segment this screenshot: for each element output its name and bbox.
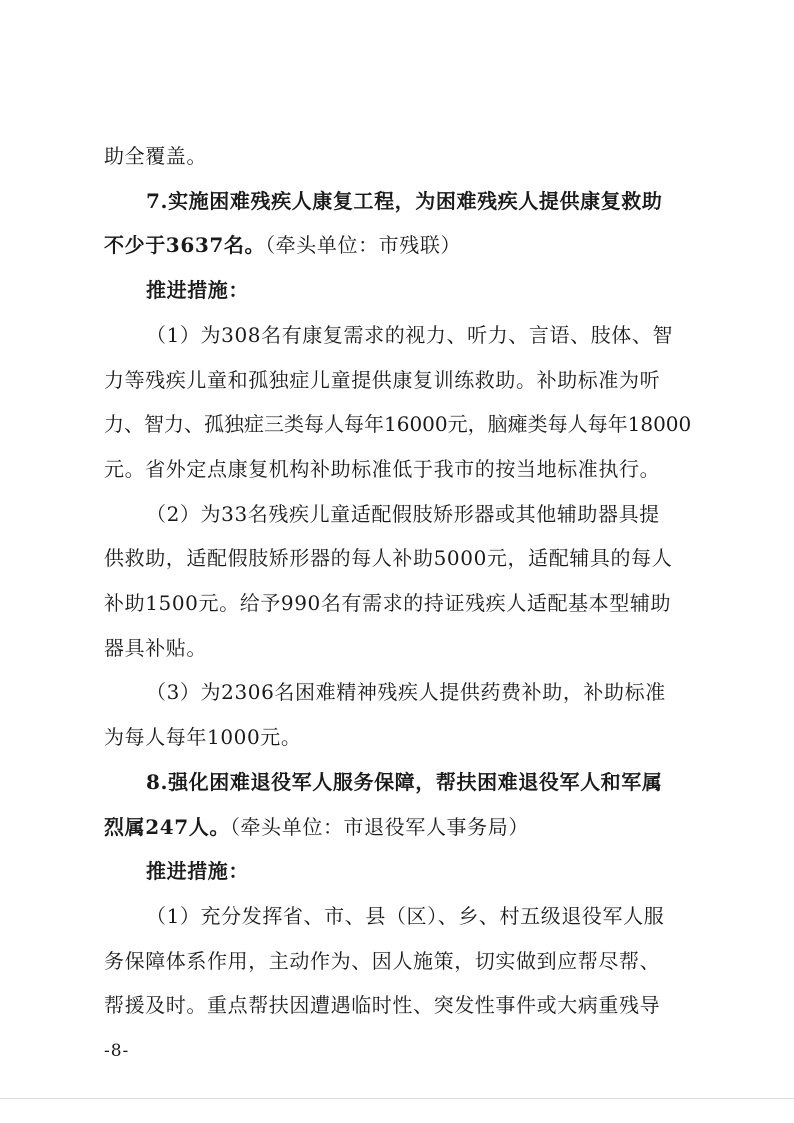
paragraph-line: （3）为2306名困难精神残疾人提供药费补助，补助标准 [146,680,666,704]
measures-heading: 推进措施： [146,278,249,302]
section-heading-7-target: 不少于3637名。 [104,233,266,257]
page-number: -8- [104,1041,130,1061]
paragraph-line: （2）为33名残疾儿童适配假肢矫形器或其他辅助器具提 [146,502,660,526]
bottom-divider [0,1098,794,1099]
paragraph-line: 器具补贴。 [104,636,207,660]
section-heading-8-continued [104,813,694,841]
lead-unit-note: （牵头单位：市退役军人事务局） [229,815,529,839]
paragraph-line: 补助1500元。给予990名有需求的持证残疾人适配基本型辅助 [104,591,672,615]
paragraph-line: 供救助，适配假肢矫形器的每人补助5000元，适配辅具的每人 [104,546,673,570]
paragraph-line: 为每人每年1000元。 [104,725,302,749]
lead-unit-note: （牵头单位：市残联） [265,233,462,257]
paragraph-line: 帮援及时。重点帮扶因遭遇临时性、突发性事件或大病重残导 [104,993,661,1017]
paragraph-line: （1）充分发挥省、市、县（区）、乡、村五级退役军人服 [146,904,665,928]
section-heading-7: 7.实施困难残疾人康复工程，为困难残疾人提供康复救助 [146,189,663,213]
paragraph-line: 力、智力、孤独症三类每人每年16000元，脑瘫类每人每年18000 [104,412,692,436]
section-heading-8: 8.强化困难退役军人服务保障，帮扶困难退役军人和军属 [146,770,663,794]
paragraph-line: 助全覆盖。 [104,144,207,168]
measures-heading: 推进措施： [146,859,249,883]
paragraph-line: 力等残疾儿童和孤独症儿童提供康复训练救助。补助标准为听 [104,368,661,392]
section-heading-8-target: 烈属247人。 [104,815,230,839]
paragraph-line: （1）为308名有康复需求的视力、听力、言语、肢体、智 [146,323,674,347]
paragraph-line: 元。省外定点康复机构补助标准低于我市的按当地标准执行。 [104,457,661,481]
section-heading-7-continued [104,231,694,259]
paragraph-line: 务保障体系作用，主动作为、因人施策，切实做到应帮尽帮、 [104,949,661,973]
